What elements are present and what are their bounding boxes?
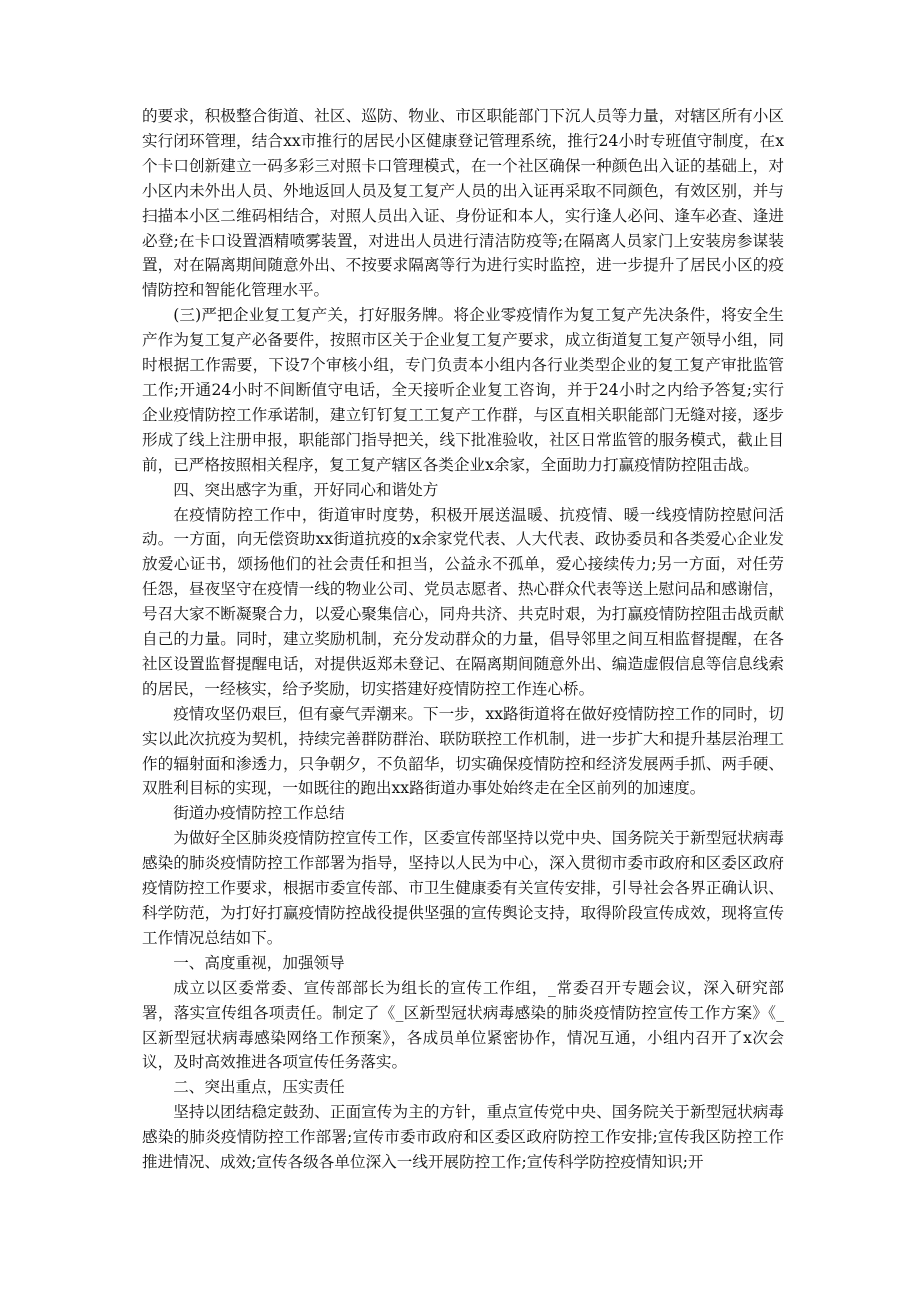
paragraph: 在疫情防控工作中，街道审时度势，积极开展送温暖、抗疫情、暖一线疫情防控慰问活动。一方面，向无偿资助xx街道抗疫的x余家党代表、人大代表、政协委员和各类爱心企业发放爱心证书，颂扬他们的社会责任和担当，公益永不孤单，爱心接续传力;另一方面，对任劳任怨，昼夜坚守在疫情一线的物业公司、党员志愿者、热心群众代表等送上慰问品和感谢信，号召大家不断凝聚合力，以爱心聚集信心，同舟共济、共克时艰，为打赢疫情防控阻击战贡献自己的力量。同时，建立奖励机制，充分发动群众的力量，倡导邻里之间互相监督提醒，在各社区设置监督提醒电话，对提供返郑未登记、在隔离期间随意外出、编造虚假信息等信息线索的居民，一经核实，给予奖励，切实搭建好疫情防控工作连心桥。 <box>142 505 784 698</box>
paragraph: (三)严把企业复工复产关，打好服务牌。将企业零疫情作为复工复产先决条件，将安全生产作为复工复产必备要件，按照市区关于企业复工复产要求，成立街道复工复产领导小组，同时根据工作需要，下设7个审核小组，专门负责本小组内各行业类型企业的复工复产审批监管工作;开通24小时不间断值守电话，全天接听企业复工咨询，并于24小时之内给予答复;实行企业疫情防控工作承诺制，建立钉钉复工工复产工作群，与区直相关职能部门无缝对接，逐步形成了线上注册申报，职能部门指导把关，线下批准验收，社区日常监管的服务模式，截止目前，已严格按照相关程序，复工复产辖区各类企业x余家，全面助力打赢疫情防控阻击战。 <box>142 306 784 474</box>
section-heading: 二、突出重点，压实责任 <box>173 1078 345 1097</box>
paragraph: 为做好全区肺炎疫情防控宣传工作，区委宣传部坚持以党中央、国务院关于新型冠状病毒感染的肺炎疫情防控工作部署为指导，坚持以人民为中心，深入贯彻市委市政府和区委区政府疫情防控工作要求，根据市委宣传部、市卫生健康委有关宣传安排，引导社会各界正确认识、科学防范，为打好打赢疫情防控战役提供坚强的宣传舆论支持，取得阶段宣传成效，现将宣传工作情况总结如下。 <box>142 829 784 947</box>
paragraph: 成立以区委常委、宣传部部长为组长的宣传工作组，_常委召开专题会议，深入研究部署，落实宣传组各项责任。制定了《_区新型冠状病毒感染的肺炎疫情防控宣传工作方案》《_区新型冠状病毒感染网络工作预案》，各成员单位紧密协作，情况互通，小组内召开了x次会议，及时高效推进各项宣传任务落实。 <box>142 978 784 1072</box>
paragraph: 疫情攻坚仍艰巨，但有豪气弄潮来。下一步，xx路街道将在做好疫情防控工作的同时，切实以此次抗疫为契机，持续完善群防群治、联防联控工作机制，进一步扩大和提升基层治理工作的辐射面和渗透力，只争朝夕，不负韶华，切实确保疫情防控和经济发展两手抓、两手硬、双胜利目标的实现，一如既往的跑出xx路街道办事处始终走在全区前列的加速度。 <box>142 704 784 798</box>
document-title: 街道办疫情防控工作总结 <box>173 804 345 823</box>
section-heading: 一、高度重视，加强领导 <box>173 953 345 972</box>
paragraph-continued: 的要求，积极整合街道、社区、巡防、物业、市区职能部门下沉人员等力量，对辖区所有小区实行闭环管理，结合xx市推行的居民小区健康登记管理系统，推行24小时专班值守制度，在x个卡口创新建立一码多彩三对照卡口管理模式，在一个社区确保一种颜色出入证的基础上，对小区内未外出人员、外地返回人员及复工复产人员的出入证再采取不同颜色，有效区别，并与扫描本小区二维码相结合，对照人员出入证、身份证和本人，实行逢人必问、逢车必查、逢进必登;在卡口设置酒精喷雾装置，对进出人员进行清洁防疫等;在隔离人员家门上安装房参谋装置，对在隔离期间随意外出、不按要求隔离等行为进行实时监控，进一步提升了居民小区的疫情防控和智能化管理水平。 <box>142 107 784 300</box>
section-heading: 四、突出感字为重，开好同心和谐处方 <box>173 480 439 499</box>
document-page <box>142 104 784 1175</box>
paragraph: 坚持以团结稳定鼓劲、正面宣传为主的方针，重点宣传党中央、国务院关于新型冠状病毒感染的肺炎疫情防控工作部署;宣传市委市政府和区委区政府防控工作安排;宣传我区防控工作推进情况、成效;宣传各级各单位深入一线开展防控工作;宣传科学防控疫情知识;开 <box>142 1103 784 1172</box>
